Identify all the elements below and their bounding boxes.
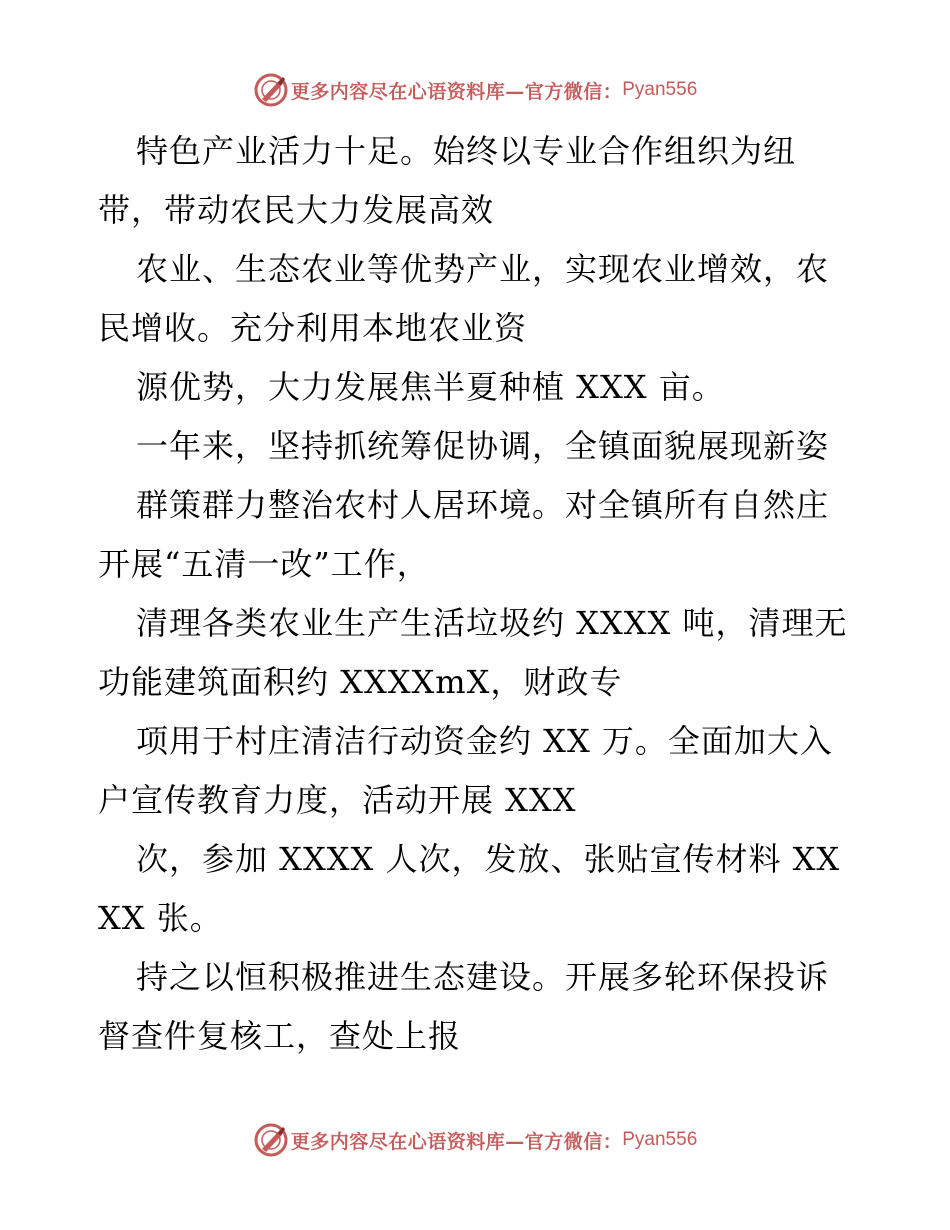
pen-logo-icon (253, 72, 289, 108)
banner-text: 更多内容尽在心语资料库—官方微信： (290, 1130, 623, 1153)
paragraph: 源优势，大力发展焦半夏种植 XXX 亩。 (136, 368, 725, 406)
paragraph: 持之以恒积极推进生态建设。开展多轮环保投诉督查件复核工，查处上报 (98, 958, 830, 1055)
banner-wechat-id: Pyan556 (622, 79, 698, 100)
paragraph: 农业、生态农业等优势产业，实现农业增效，农民增收。充分利用本地农业资 (98, 250, 830, 347)
body-text (98, 122, 858, 1066)
paragraph: 特色产业活力十足。始终以专业合作组织为纽带，带动农民大力发展高效 (98, 132, 797, 229)
paragraph: 群策群力整治农村人居环境。对全镇所有自然庄开展“五清一改”工作， (98, 486, 830, 583)
paragraph: 项用于村庄清洁行动资金约 XX 万。全面加大入户宣传教育力度，活动开展 XXX (98, 722, 833, 819)
pen-logo-icon (253, 1122, 289, 1158)
banner-text: 更多内容尽在心语资料库—官方微信： (290, 80, 623, 103)
header-watermark (0, 70, 950, 110)
paragraph: 一年来，坚持抓统筹促协调，全镇面貌展现新姿 (136, 427, 830, 465)
paragraph: 清理各类农业生产生活垃圾约 XXXX 吨，清理无功能建筑面积约 XXXXmX，财政专 (98, 604, 848, 701)
paragraph: 次，参加 XXXX 人次，发放、张贴宣传材料 XXXX 张。 (98, 840, 841, 937)
footer-watermark (0, 1120, 950, 1160)
banner-wechat-id: Pyan556 (622, 1129, 698, 1150)
